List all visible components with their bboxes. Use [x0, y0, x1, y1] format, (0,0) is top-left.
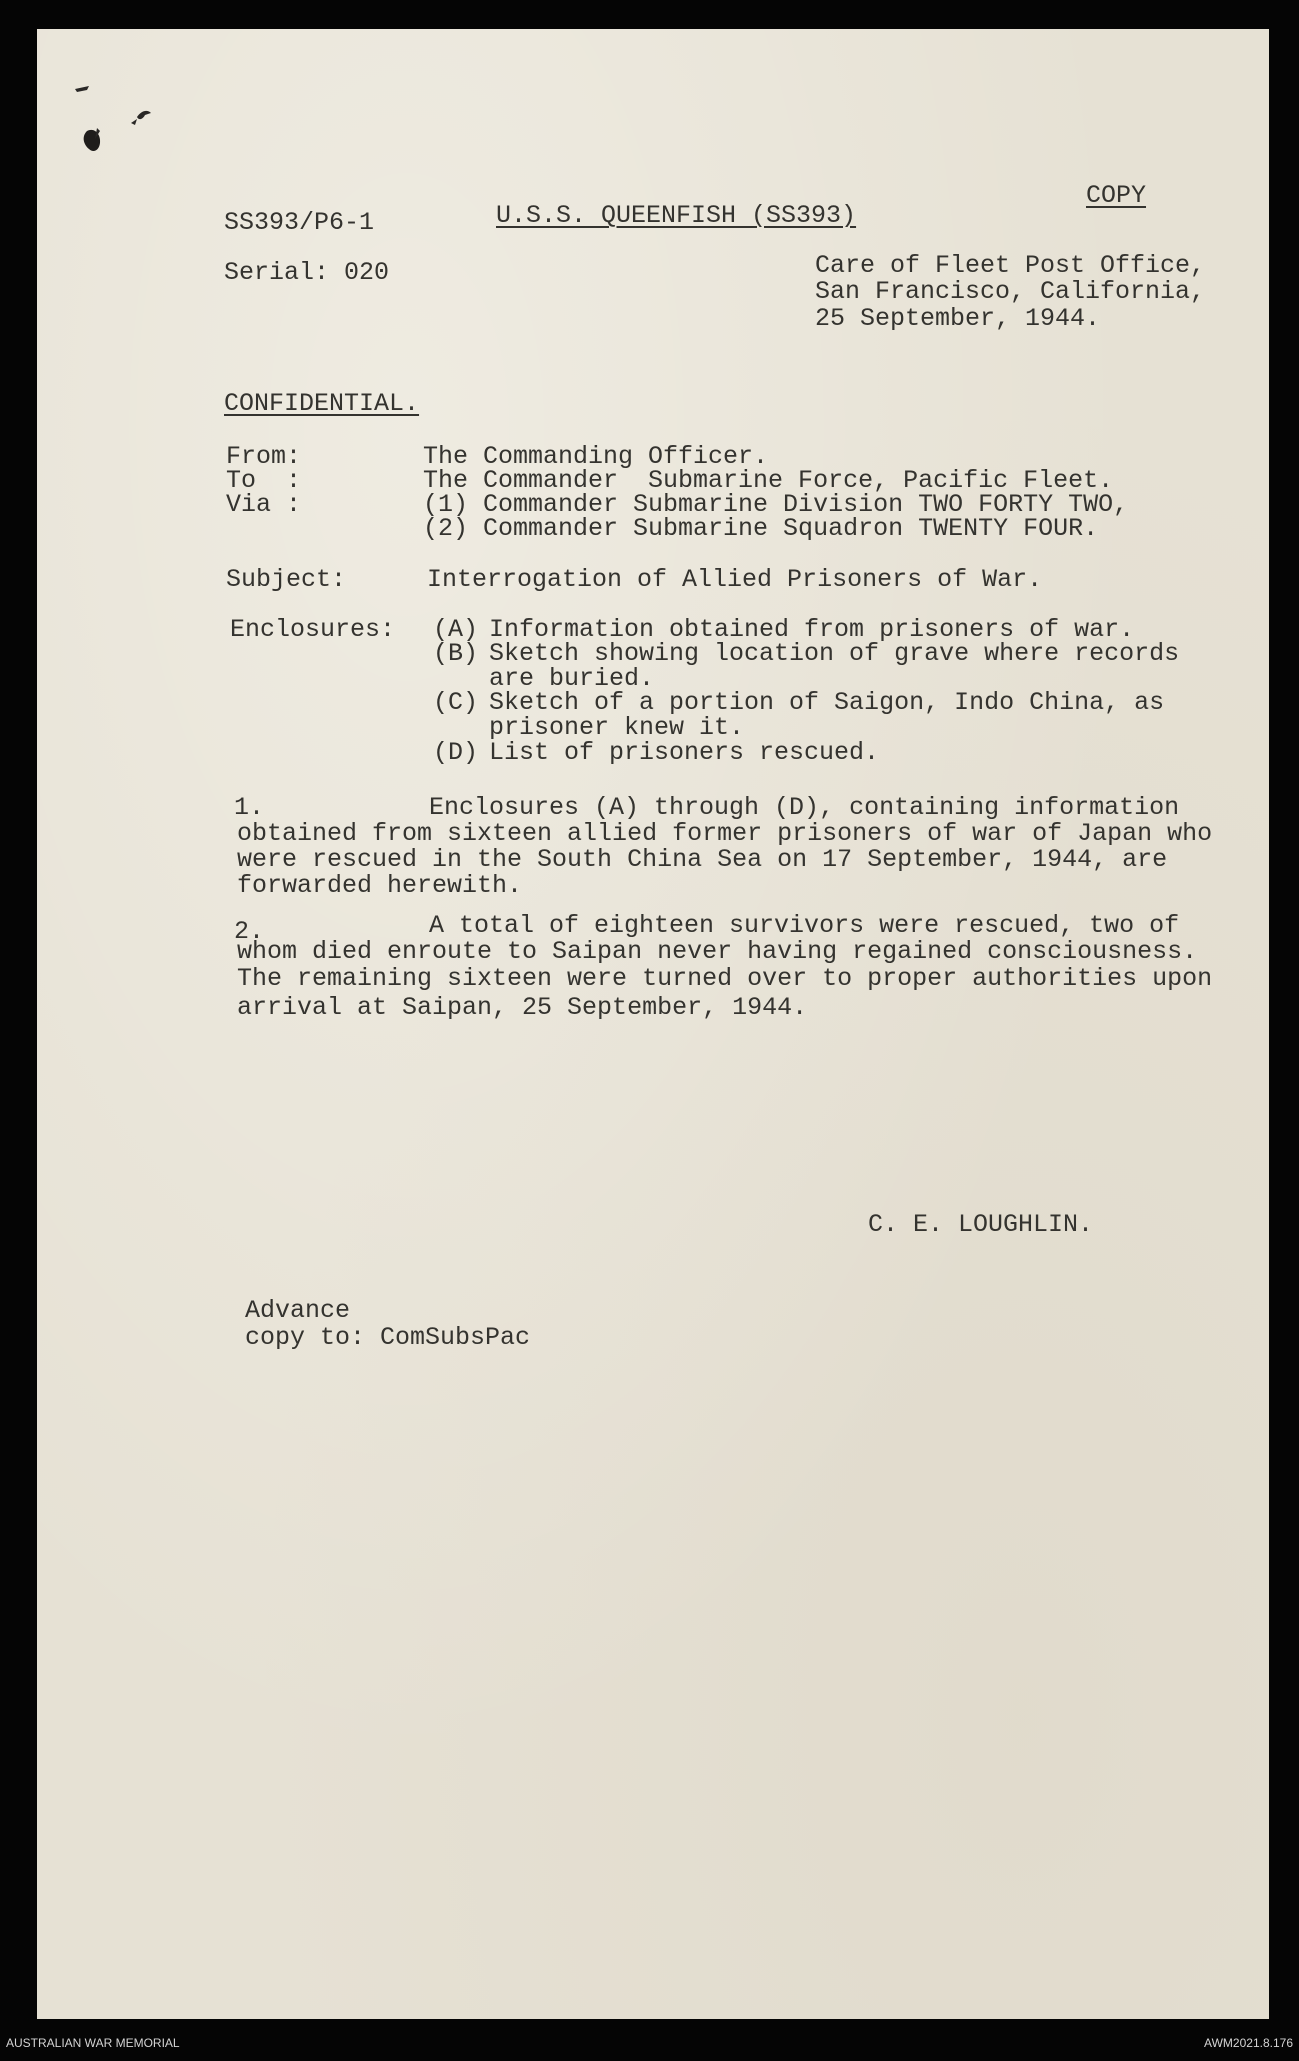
- copy-mark: COPY: [1086, 181, 1147, 210]
- enclosure-text: Sketch of a portion of Saigon, Indo China, as: [489, 688, 1165, 717]
- paragraph-line: obtained from sixteen allied former prisoners of war of Japan who: [237, 819, 1213, 848]
- paragraph-line: A total of eighteen survivors were rescued, two of: [429, 911, 1180, 940]
- to-value: The Commander Submarine Force, Pacific Fleet.: [423, 466, 1114, 495]
- document-sheet: [37, 29, 1269, 2019]
- accession-number: AWM2021.8.176: [1204, 2036, 1293, 2050]
- signature-name: C. E. LOUGHLIN.: [868, 1210, 1094, 1239]
- enclosure-marker: (B): [433, 639, 479, 668]
- ship-name-heading: U.S.S. QUEENFISH (SS393): [496, 201, 857, 230]
- via-value: (1) Commander Submarine Division TWO FORTY TWO,: [423, 490, 1129, 519]
- address-line: Care of Fleet Post Office,: [815, 251, 1206, 280]
- classification-label: CONFIDENTIAL.: [224, 389, 420, 418]
- paragraph-number: 2.: [234, 917, 265, 946]
- date-line: 25 September, 1944.: [815, 304, 1101, 333]
- from-label: From:: [226, 442, 302, 471]
- address-line: San Francisco, California,: [815, 277, 1206, 306]
- enclosure-text: prisoner knew it.: [489, 713, 745, 742]
- enclosure-marker: (A): [433, 615, 479, 644]
- enclosure-text: Information obtained from prisoners of war.: [489, 615, 1135, 644]
- paragraph-line: arrival at Saipan, 25 September, 1944.: [237, 993, 808, 1022]
- enclosure-text: List of prisoners rescued.: [489, 738, 880, 767]
- paragraph-line: were rescued in the South China Sea on 17 September, 1944, are: [237, 845, 1168, 874]
- from-value: The Commanding Officer.: [423, 442, 769, 471]
- archive-credit: AUSTRALIAN WAR MEMORIAL: [6, 2036, 180, 2050]
- subject-label: Subject:: [226, 565, 347, 594]
- paragraph-number: 1.: [234, 793, 265, 822]
- to-label: To :: [226, 466, 302, 495]
- paragraph-line: Enclosures (A) through (D), containing information: [429, 793, 1180, 822]
- via-label: Via :: [226, 490, 302, 519]
- paragraph-line: forwarded herewith.: [237, 871, 523, 900]
- enclosure-marker: (D): [433, 738, 479, 767]
- via-value: (2) Commander Submarine Squadron TWENTY FOUR.: [423, 514, 1099, 543]
- enclosure-text: are buried.: [489, 664, 655, 693]
- paragraph-line: whom died enroute to Saipan never having regained consciousness.: [237, 937, 1198, 966]
- serial-number: Serial: 020: [224, 258, 390, 287]
- file-reference: SS393/P6-1: [224, 208, 375, 237]
- ink-blot-mark: [67, 79, 177, 179]
- paragraph-line: The remaining sixteen were turned over to proper authorities upon: [237, 964, 1213, 993]
- distribution-line: copy to: ComSubsPac: [245, 1323, 531, 1352]
- enclosure-text: Sketch showing location of grave where records: [489, 639, 1180, 668]
- subject-value: Interrogation of Allied Prisoners of War.: [427, 565, 1043, 594]
- enclosure-marker: (C): [433, 688, 479, 717]
- enclosures-label: Enclosures:: [230, 615, 396, 644]
- distribution-line: Advance: [245, 1296, 351, 1325]
